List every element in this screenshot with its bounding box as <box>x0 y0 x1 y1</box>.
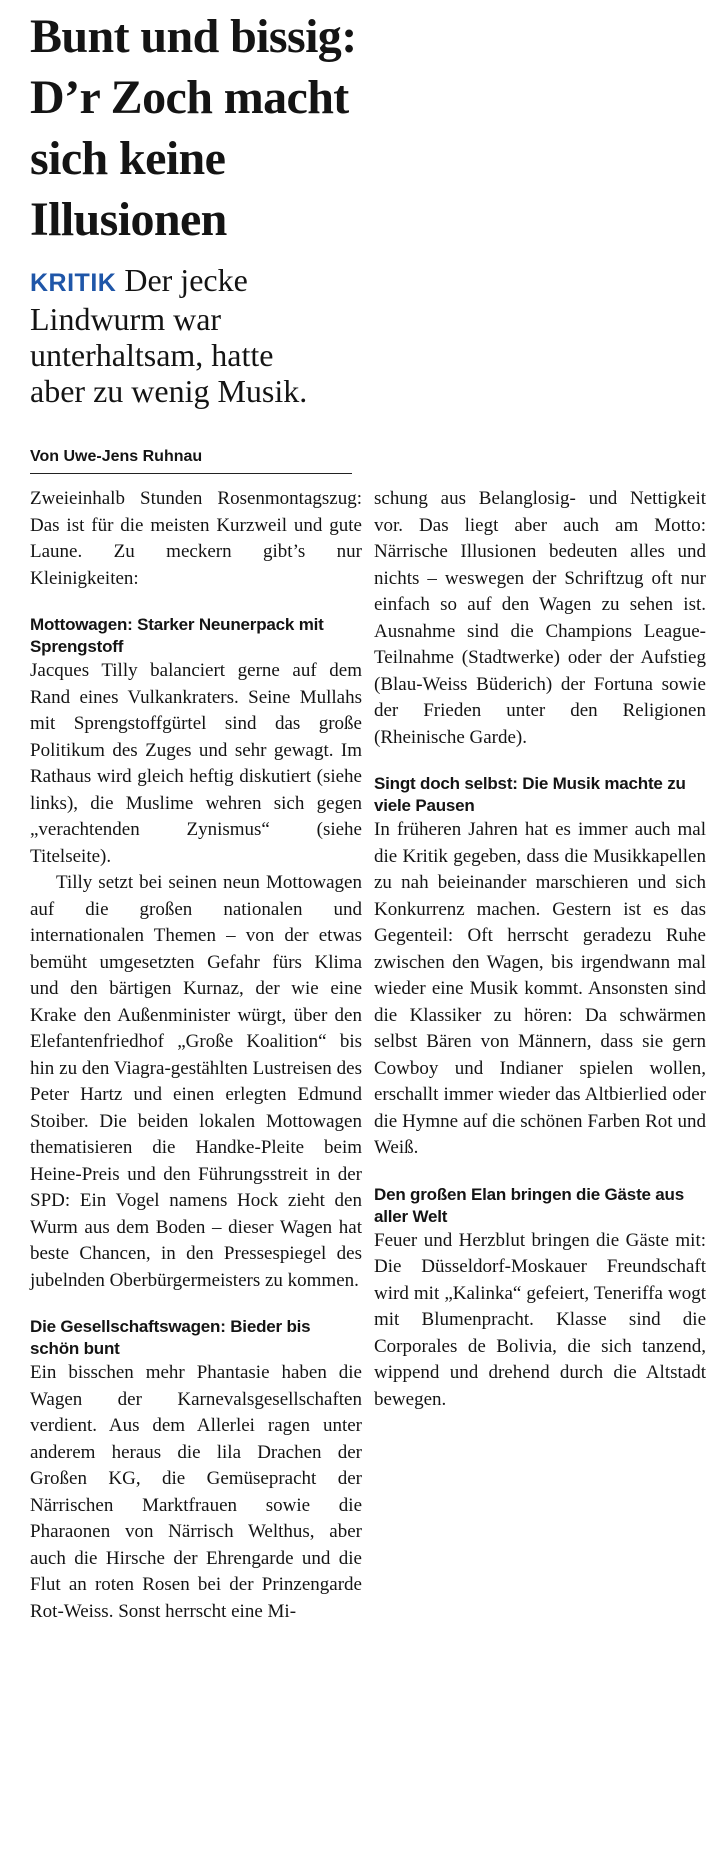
subheading-musik: Singt doch selbst: Die Musik machte zu viele Pausen <box>374 774 686 815</box>
headline-line-3: sich keine <box>30 132 226 185</box>
headline <box>30 6 690 250</box>
subheading-gesellschaftswagen: Die Gesellschaftswagen: Bieder bis schön bunt <box>30 1317 311 1358</box>
byline: Von Uwe-Jens Ruhnau <box>30 447 352 474</box>
headline-line-1: Bunt und bissig: <box>30 10 357 63</box>
subheading-mottowagen: Mottowagen: Starker Neunerpack mit Sprengstoff <box>30 615 324 656</box>
paragraph-gesellschaftswagen: Ein bisschen mehr Phantasie haben die Wagen der Karnevalsgesellschaften verdient. Aus dem Allerlei ragen unter anderem heraus die lila Drachen der Großen KG, die Gemüsepracht der Närrischen Marktfrauen sowie die Pharaonen von Närrisch Welthus, aber auch die Hirsche der Ehrengarde und die Flut an roten Rosen bei der Prinzengarde Rot-Weiss. Sonst herrscht eine Mi- <box>30 1362 362 1622</box>
left-column <box>30 486 362 1625</box>
kicker-label: KRITIK <box>30 269 117 297</box>
paragraph-musik: In früheren Jahren hat es immer auch mal die Kritik gegeben, dass die Musikkapellen zu nah beieinander marschieren und sich Konkurrenz machen. Gestern ist es das Gegenteil: Oft herrscht geradezu Ruhe zwischen den Wagen, bis irgendwann mal wieder eine Musik kommt. Ansonsten sind die Klassiker zu hören: Da schwärmen selbst Bären von Männern, dass sie gern Cowboy und Indianer spielen wollen, erschallt immer wieder das Altbierlied oder die Hymne auf die schönen Farben Rot und Weiß. <box>374 819 706 1158</box>
right-column <box>374 486 706 1413</box>
teaser-line-2: Lindwurm war <box>30 301 222 337</box>
paragraph-mottowagen-1: Jacques Tilly balanciert gerne auf dem Rand eines Vulkankraters. Seine Mullahs mit Sprengstoffgürtel sind das große Politikum des Zuges und sehr gewagt. Im Rathaus wird gleich heftig diskutiert (siehe links), die Muslime wehren sich gegen „verachtenden Zynismus“ (siehe Titelseite). <box>30 660 362 867</box>
intro-paragraph: Zweieinhalb Stunden Rosenmontagszug: Das ist für die meisten Kurzweil und gute Laune. Zu meckern gibt’s nur Kleinigkeiten: <box>30 488 362 589</box>
teaser-text-1: Der jecke <box>116 262 248 298</box>
teaser <box>30 262 690 409</box>
teaser-line-1 <box>30 262 690 301</box>
headline-line-4: Illusionen <box>30 193 227 246</box>
paragraph-continued: schung aus Belanglosig- und Nettigkeit vor. Das liegt aber auch am Motto: Närrische Illusionen bedeuten alles und nichts – weswegen der Schriftzug oft nur einfach so auf den Wagen zu sehen ist. Ausnahme sind die Champions League-Teilnahme (Stadtwerke) oder der Aufstieg (Blau-Weiss Büderich) der Fortuna sowie der Frieden unter den Religionen (Rheinische Garde). <box>374 488 706 748</box>
paragraph-mottowagen-2: Tilly setzt bei seinen neun Mottowagen auf die großen nationalen und internationalen Themen – von der etwas bemüht umgesetzten Gefahr fürs Klima und den bärtigen Kurnaz, der wie eine Krake den Außenminister würgt, über den Elefantenfriedhof „Große Koalition“ bis hin zu den Viagra-gestählten Lustreisen des Peter Hartz und einen erlegten Edmund Stoiber. Die beiden lokalen Mottowagen thematisieren die Handke-Pleite beim Heine-Preis und den Führungsstreit in der SPD: Ein Vogel namens Hock zieht den Wurm aus dem Boden – dieser Wagen hat beste Chancen, in den Pressespiegel des jubelnden Oberbürgermeisters zu kommen. <box>30 872 362 1291</box>
teaser-line-4: aber zu wenig Musik. <box>30 373 308 409</box>
teaser-line-3: unterhaltsam, hatte <box>30 337 274 373</box>
paragraph-gaeste: Feuer und Herzblut bringen die Gäste mit: Die Düsseldorf-Moskauer Freundschaft wird mit „Kalinka“ gefeiert, Teneriffa wogt mit Blumenpracht. Klasse sind die Corporales de Bolivia, die sich tanzend, wippend und drehend durch die Altstadt bewegen. <box>374 1229 706 1410</box>
subheading-gaeste: Den großen Elan bringen die Gäste aus aller Welt <box>374 1184 684 1226</box>
headline-line-2: D’r Zoch macht <box>30 71 349 124</box>
